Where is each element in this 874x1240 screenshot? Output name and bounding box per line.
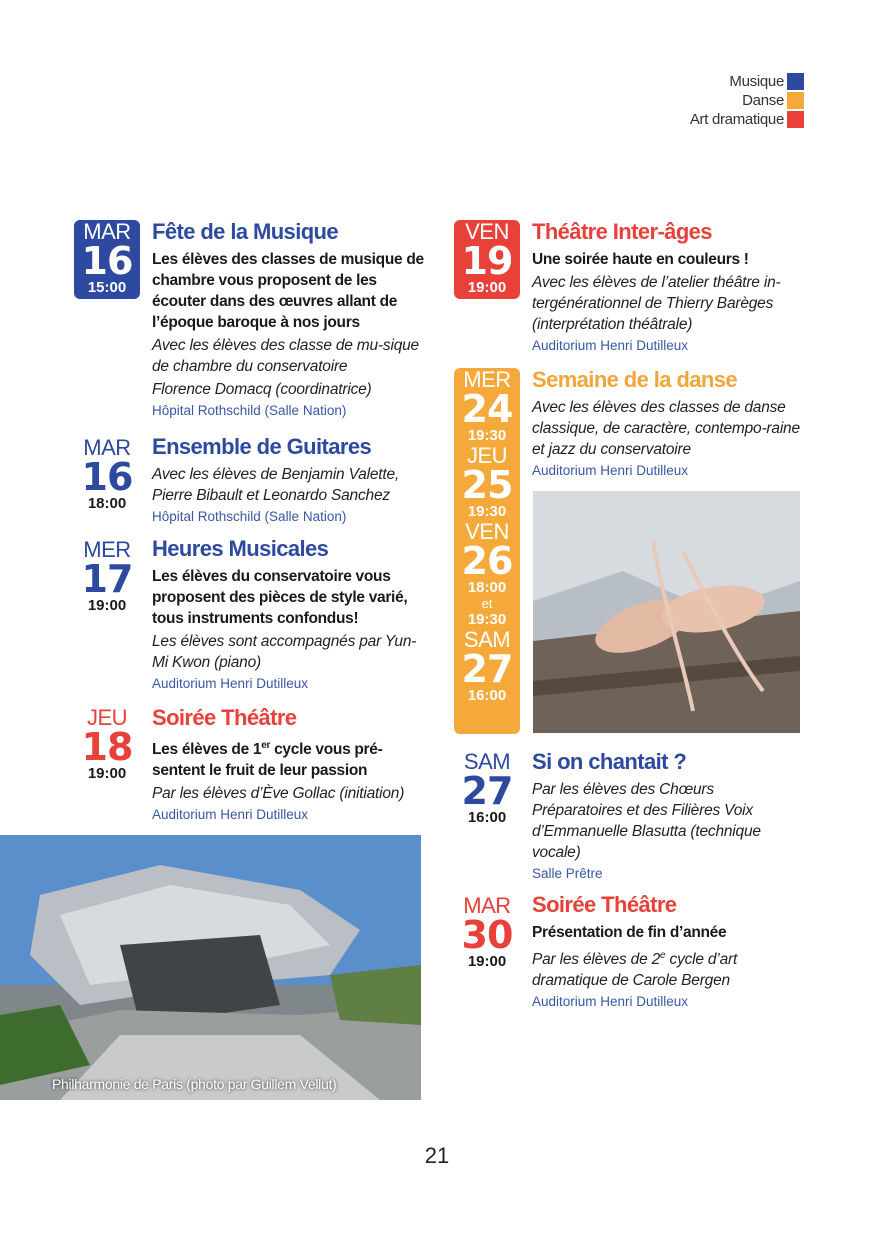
event-theatre-inter-ages bbox=[532, 219, 804, 356]
event-venue: Salle Prêtre bbox=[532, 866, 603, 881]
event-day: 16 bbox=[81, 239, 133, 283]
event-day: 25 bbox=[461, 463, 513, 507]
event-day: 26 bbox=[461, 539, 513, 583]
event-weekday: JEU bbox=[86, 705, 128, 730]
event-date-badge bbox=[454, 895, 520, 971]
event-performers: Avec les élèves des classes de danse classique, de caractère, contempo-raine et jazz du conservatoire bbox=[532, 399, 800, 458]
event-date-badge bbox=[74, 707, 140, 783]
philharmonie-illustration bbox=[0, 835, 421, 1100]
event-performers: Avec les élèves de Benjamin Valette, Pierre Bibault et Leonardo Sanchez bbox=[152, 466, 399, 504]
event-day: 24 bbox=[461, 387, 513, 431]
legend-item-musique bbox=[690, 72, 804, 91]
event-time: 19:00 bbox=[87, 765, 127, 782]
event-day: 27 bbox=[461, 769, 513, 813]
photo-caption: Philharmonie de Paris (photo par Guillem Vellut) bbox=[52, 1076, 337, 1092]
legend-label: Musique bbox=[729, 73, 784, 90]
desc-text: cycle vous pré-sentent le fruit de leur passion bbox=[152, 741, 383, 780]
event-date-badge bbox=[74, 539, 140, 615]
event-date-badge bbox=[454, 220, 520, 299]
event-time: 16:00 bbox=[467, 687, 507, 704]
event-heures-musicales bbox=[152, 536, 424, 694]
event-title: Soirée Théâtre bbox=[532, 892, 677, 917]
event-date-badge bbox=[454, 751, 520, 827]
event-description: Présentation de fin d’année bbox=[532, 924, 727, 941]
event-time: 18:00 bbox=[87, 495, 127, 512]
event-time: 19:00 bbox=[467, 953, 507, 970]
event-time: 19:30 bbox=[467, 611, 507, 628]
event-time: 19:30 bbox=[467, 503, 507, 520]
event-soiree-theatre-2 bbox=[532, 892, 804, 1012]
event-performers: Avec les élèves de l’atelier théâtre in-tergénérationnel de Thierry Barèges (interprétation théâtrale) bbox=[532, 274, 781, 333]
event-day: 16 bbox=[81, 455, 133, 499]
event-title: Ensemble de Guitares bbox=[152, 434, 372, 459]
event-title: Théâtre Inter-âges bbox=[532, 219, 712, 244]
event-performers: Par les élèves d’Ève Gollac (initiation) bbox=[152, 785, 405, 803]
event-title: Soirée Théâtre bbox=[152, 705, 297, 730]
event-performers: Par les élèves des Chœurs Préparatoires et des Filières Voix d’Emmanuelle Blasutta (technique vocale) bbox=[532, 781, 761, 861]
event-weekday: VEN bbox=[465, 519, 509, 544]
event-venue: Auditorium Henri Dutilleux bbox=[532, 463, 689, 478]
event-day: 19 bbox=[461, 239, 513, 283]
event-venue: Auditorium Henri Dutilleux bbox=[532, 994, 689, 1010]
event-time: 18:00 bbox=[467, 579, 507, 596]
event-day: 30 bbox=[461, 913, 513, 957]
event-title: Heures Musicales bbox=[152, 536, 329, 561]
event-fete-de-la-musique bbox=[152, 219, 424, 421]
event-semaine-de-la-danse bbox=[532, 367, 804, 481]
event-day: 27 bbox=[461, 647, 513, 691]
event-time: 15:00 bbox=[87, 279, 127, 296]
event-venue: Auditorium Henri Dutilleux bbox=[532, 338, 689, 353]
ital-superscript: e bbox=[660, 950, 666, 961]
event-weekday: JEU bbox=[466, 443, 508, 468]
event-time: 19:00 bbox=[467, 279, 507, 296]
ballet-shoes-photo bbox=[533, 491, 800, 733]
event-performers: Avec les élèves des classe de mu-sique de chambre du conservatoire bbox=[152, 337, 419, 375]
legend-item-art-dramatique bbox=[690, 110, 804, 129]
event-day: 17 bbox=[81, 557, 133, 601]
legend-swatch bbox=[787, 73, 804, 90]
event-weekday: VEN bbox=[465, 219, 509, 244]
event-weekday: MER bbox=[463, 367, 511, 392]
event-description: Une soirée haute en couleurs ! bbox=[532, 251, 749, 268]
ital-text: Par les élèves de 2 bbox=[532, 951, 661, 969]
event-venue: Hôpital Rothschild (Salle Nation) bbox=[152, 403, 347, 418]
legend-label: Danse bbox=[742, 92, 784, 109]
event-time: 16:00 bbox=[467, 809, 507, 826]
event-ensemble-de-guitares bbox=[152, 434, 424, 527]
category-legend bbox=[690, 72, 804, 129]
event-date-badge bbox=[74, 220, 140, 299]
event-day: 18 bbox=[81, 725, 133, 769]
event-performers bbox=[532, 945, 804, 991]
philharmonie-photo bbox=[0, 835, 421, 1100]
event-venue: Auditorium Henri Dutilleux bbox=[152, 676, 309, 691]
legend-label: Art dramatique bbox=[689, 111, 784, 128]
event-si-on-chantait bbox=[532, 749, 804, 884]
desc-text: Les élèves de 1 bbox=[152, 741, 262, 759]
event-weekday: MER bbox=[83, 537, 131, 562]
event-venue: Auditorium Henri Dutilleux bbox=[152, 807, 309, 823]
event-soiree-theatre-1 bbox=[152, 705, 424, 825]
page-number: 21 bbox=[424, 1143, 450, 1168]
event-title: Si on chantait ? bbox=[532, 749, 687, 774]
event-description: Les élèves des classes de musique de chambre vous proposent de les écouter dans des œuvres allant de l’époque baroque à nos jours bbox=[152, 251, 424, 331]
legend-item-danse bbox=[690, 91, 804, 110]
event-coordinator: Florence Domacq (coordinatrice) bbox=[152, 381, 372, 398]
event-time-conjunction: et bbox=[481, 596, 493, 611]
event-title: Semaine de la danse bbox=[532, 367, 738, 392]
event-performers: Les élèves sont accompagnés par Yun-Mi Kwon (piano) bbox=[152, 633, 417, 671]
legend-swatch bbox=[787, 92, 804, 109]
event-weekday: SAM bbox=[463, 749, 511, 774]
event-time: 19:30 bbox=[467, 427, 507, 444]
event-title: Fête de la Musique bbox=[152, 219, 339, 244]
desc-superscript: er bbox=[261, 740, 271, 751]
event-weekday: SAM bbox=[463, 627, 511, 652]
event-description bbox=[152, 735, 424, 781]
event-date-badge-multi bbox=[454, 368, 520, 734]
event-description: Les élèves du conservatoire vous proposent des pièces de style varié, tous instruments confondus! bbox=[152, 568, 408, 627]
event-venue: Hôpital Rothschild (Salle Nation) bbox=[152, 509, 347, 524]
ital-text: cycle d’art dramatique de Carole Bergen bbox=[532, 951, 738, 990]
event-time: 19:00 bbox=[87, 597, 127, 614]
legend-swatch bbox=[787, 111, 804, 128]
ballet-shoes-illustration bbox=[533, 491, 800, 733]
event-date-badge bbox=[74, 437, 140, 513]
event-weekday: MAR bbox=[83, 435, 131, 460]
event-weekday: MAR bbox=[463, 893, 511, 918]
event-weekday: MAR bbox=[83, 219, 131, 244]
